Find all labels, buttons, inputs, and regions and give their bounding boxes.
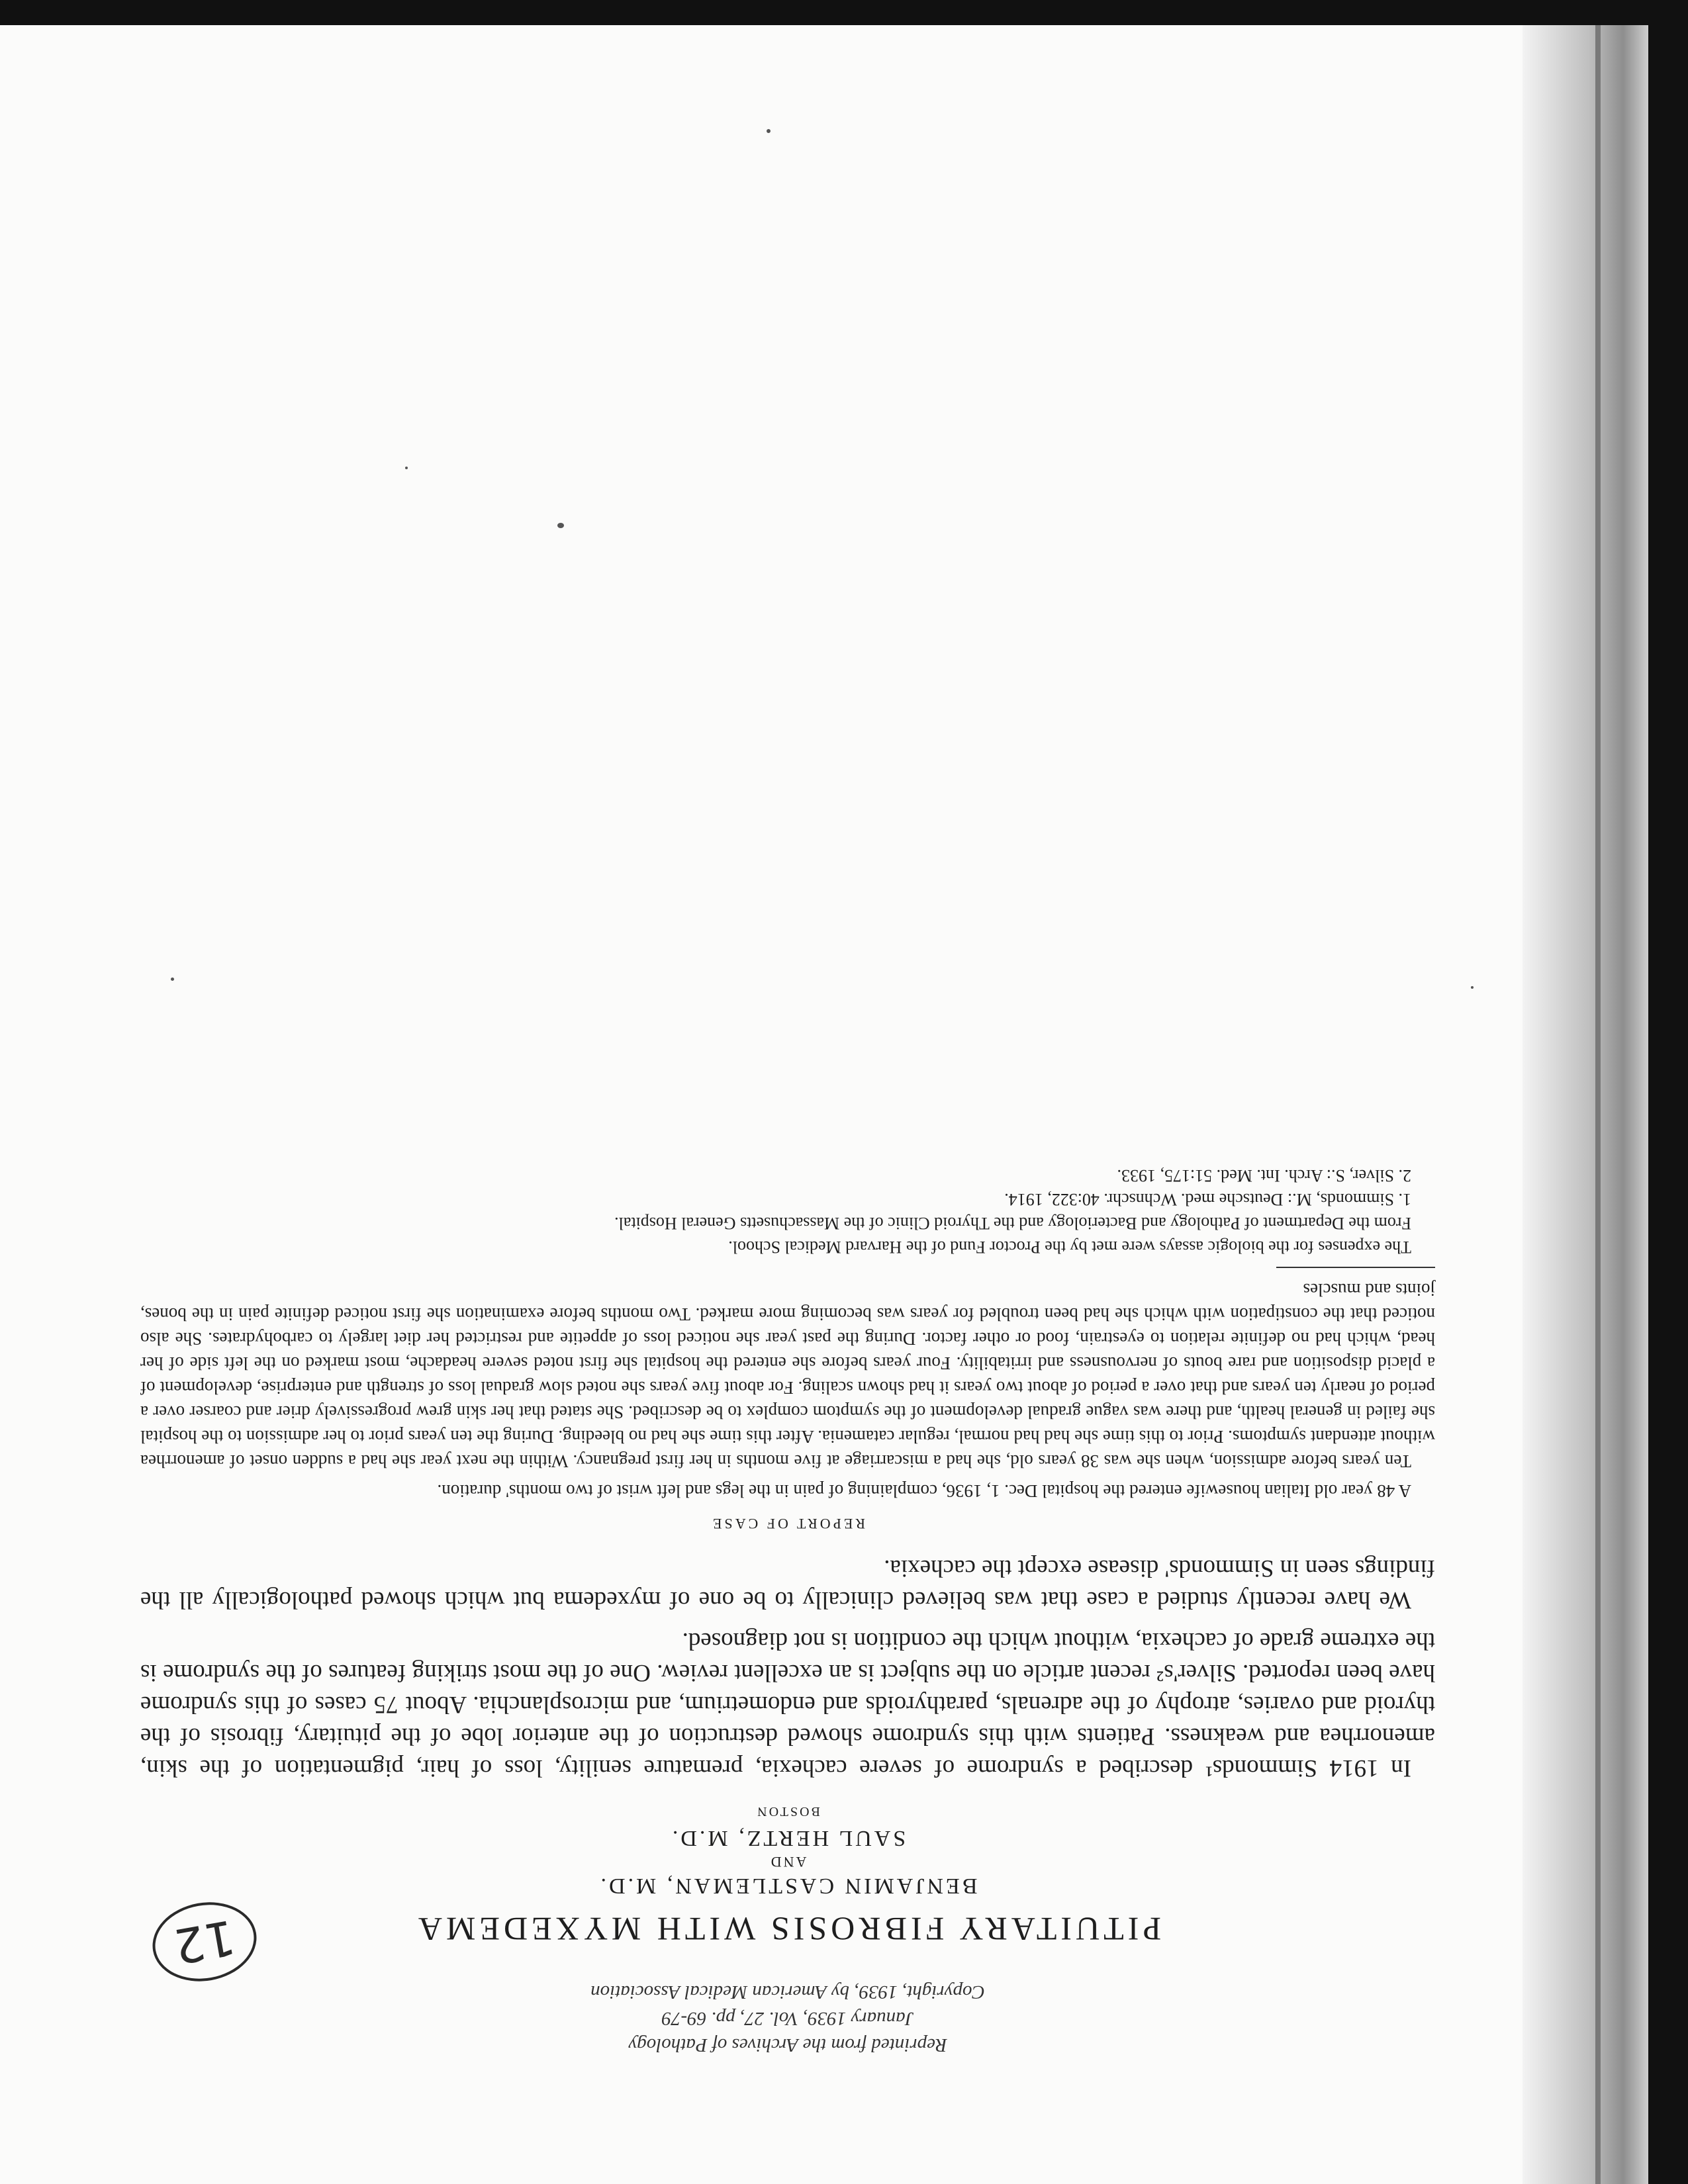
author-city: BOSTON [755, 1804, 820, 1819]
scan-top-border [0, 0, 1688, 25]
reprint-line-2: January 1939, Vol. 27, pp. 69-79 [661, 2008, 914, 2029]
author-2: SAUL HERTZ, M.D. [669, 1826, 906, 1850]
author-conjunction: AND [769, 1854, 807, 1870]
article-title: PITUITARY FIBROSIS WITH MYXEDEMA [414, 1911, 1162, 1948]
case-paragraph-1: A 48 year old Italian housewife entered the hospital Dec. 1, 1936, complaining of pain in the legs and left wrist of two months' duration. [437, 1481, 1411, 1501]
footnote-reference-2: 2. Silver, S.: Arch. Int. Med. 51:175, 1933. [1117, 1166, 1411, 1185]
footnote-rule [1276, 1267, 1435, 1268]
book-gutter-shadow [1523, 25, 1648, 2184]
article-page [132, 920, 1443, 2058]
intro-paragraph-1: In 1914 Simmonds¹ described a syndrome of severe cachexia, premature senility, loss of hair, pigmentation of the skin, amenorrhea and weakness. Patients with this syndrome showed destruction of the anterior lobe of the pituitary, fibrosis of the thyroid and ovaries, atrophy of the adrenals, parathyroids and endometrium, and microsplanchia. About 75 cases of this syndrome have been reported. Silver's² recent article on the subject is an excellent review. One of the most striking features of the syndrome is the extreme grade of cachexia, without which the condition is not diagnosed. [140, 1627, 1435, 1782]
footnote-reference-1: 1. Simmonds, M.: Deutsche med. Wchnschr. 40:322, 1914. [1004, 1190, 1411, 1209]
author-1: BENJAMIN CASTLEMAN, M.D. [598, 1874, 978, 1898]
case-paragraph-2: Ten years before admission, when she was 38 years old, she had a miscarriage at five months in her first pregnancy. Within the next year she had a sudden onset of amenorrhea without attendant symptoms. Prior to this time she had had normal, regular catamenia. After this time she had no bleeding. During the ten years prior to her admission to the hospital she failed in general health, and there was vague gradual development of the symptom complex to be described. She stated that her skin grew progressively drier and coarser over a period of nearly ten years and that over a period of about two years it had shown scaling. For about five years she noted slow gradual loss of strength and enterprise, development of a placid disposition and rare bouts of nervousness and irritability. Four years before she entered the hospital she first noted severe headache, most marked on the left side of her head, which had no definite relation to eyestrain, food or other factor. During the past year she noticed loss of appetite and restricted her diet largely to carbohydrates. She also noticed that the constipation with which she had been troubled for years was becoming more marked. Two months before examination she first noticed definite pain in the bones, joints and muscles [140, 1280, 1435, 1471]
reprint-line-3: Copyright, 1939, by American Medical Association [590, 1981, 985, 2003]
footnote-affiliation: From the Department of Pathology and Bacteriology and the Thyroid Clinic of the Massachusetts General Hospital. [614, 1214, 1411, 1233]
book-gutter-edge [1595, 25, 1601, 2184]
intro-paragraph-2: We have recently studied a case that was believed clinically to be one of myxedema but which showed pathologically all the findings seen in Simmonds' disease except the cachexia. [140, 1555, 1435, 1614]
footnote-funding: The expenses for the biologic assays were met by the Proctor Fund of the Harvard Medical School. [728, 1238, 1411, 1257]
section-heading: REPORT OF CASE [710, 1516, 865, 1532]
handwritten-page-number: 12 [146, 1894, 263, 1989]
scan-right-border [1648, 0, 1688, 2184]
reprint-line-1: Reprinted from the Archives of Pathology [628, 2034, 947, 2056]
reprint-notice [132, 1979, 1443, 2058]
